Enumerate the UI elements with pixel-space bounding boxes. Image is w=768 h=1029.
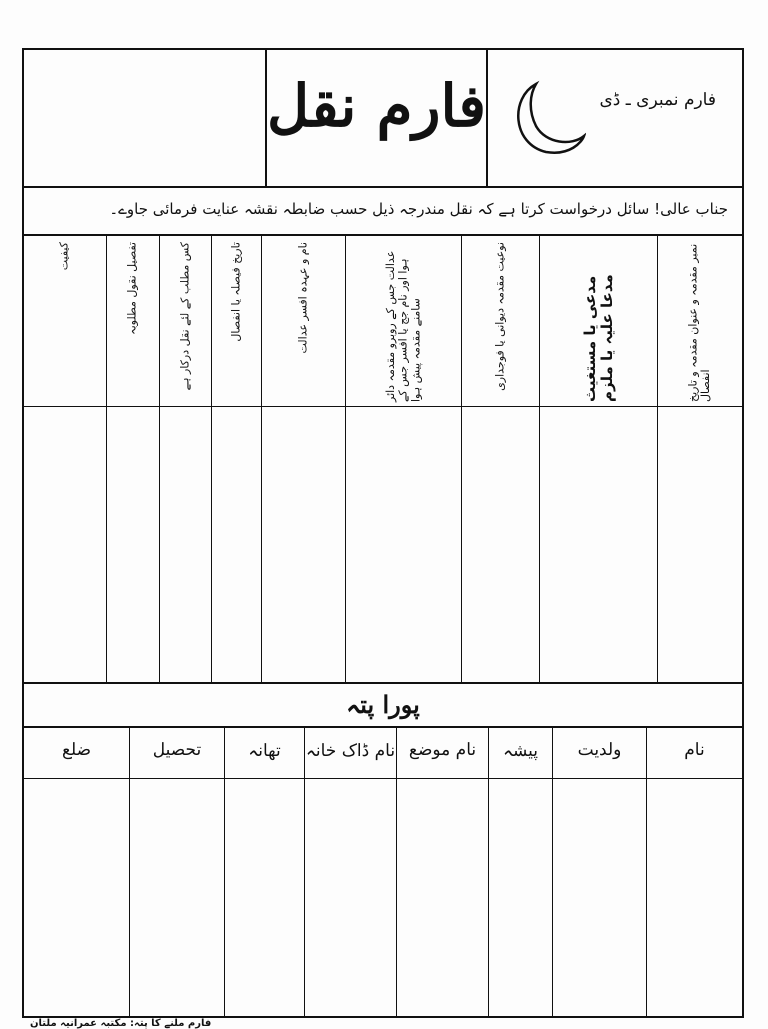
column-label: عدالت جس کے روبرو مقدمہ دائر ہوا اور نام جج یا افسر جس کے سامنے مقدمہ پیش ہوا <box>383 250 422 402</box>
column-court <box>345 236 461 682</box>
column-label: کیفیت <box>57 242 71 271</box>
column-label: تاریخ فیصلہ یا انفصال <box>229 242 243 342</box>
address-table <box>24 728 742 1018</box>
address-column-header <box>553 728 646 779</box>
address-column-header <box>24 728 129 779</box>
column-label: کس مطلب کے لئے نقل درکار ہے <box>178 242 192 391</box>
address-column-label: نام ڈاک خانہ <box>305 741 396 761</box>
column-parties <box>539 236 657 682</box>
form-sheet <box>22 48 744 1018</box>
address-column-occupation <box>488 728 552 1018</box>
column-label: نوعیت مقدمہ دیوانی یا فوجداری <box>493 242 507 391</box>
address-column-header <box>305 728 396 779</box>
address-column-header <box>489 728 552 779</box>
column-label: نمبر مقدمہ و عنوان مقدمہ و تاریخ انفصال <box>686 243 712 402</box>
address-column-label: نام <box>684 740 705 760</box>
address-column-post-office <box>304 728 396 1018</box>
address-column-district <box>24 728 129 1018</box>
address-column-header <box>225 728 304 779</box>
column-label: مدعی یا مستغیث مدعا علیہ یا ملزم <box>580 274 616 402</box>
address-title: پورا پتہ <box>346 690 420 719</box>
header-number-cell <box>488 50 742 186</box>
address-column-village <box>396 728 488 1018</box>
address-column-label: ضلع <box>61 740 92 760</box>
request-text: جناب عالی! سائل درخواست کرتا ہے کہ نقل مندرجہ ذیل حسب ضابطہ نقشہ عنایت فرمائی جاوے۔ <box>109 200 728 218</box>
header-title-cell <box>267 50 488 186</box>
column-case-type <box>461 236 539 682</box>
address-column-label: تحصیل <box>152 740 202 760</box>
request-line-row <box>24 186 742 236</box>
column-remarks <box>24 236 106 682</box>
address-column-label: پیشہ <box>503 741 538 761</box>
column-decision-date <box>211 236 261 682</box>
address-column-header <box>397 728 488 779</box>
form-title: فارم نقل <box>267 72 486 140</box>
details-table <box>24 236 742 684</box>
address-column-name <box>646 728 742 1018</box>
address-column-parentage <box>552 728 646 1018</box>
column-case-number <box>657 236 742 682</box>
crescent-icon <box>506 78 586 158</box>
form-header <box>24 50 742 188</box>
form-number: فارم نمبری ـ ڈی <box>599 90 716 110</box>
address-column-tehsil <box>129 728 224 1018</box>
address-title-row <box>24 684 742 728</box>
column-label: تفصیل نقول مطلوبہ <box>125 242 139 335</box>
column-purpose <box>159 236 211 682</box>
address-column-label: تھانہ <box>248 741 281 761</box>
address-column-label: نام موضع <box>408 740 477 760</box>
column-officer <box>261 236 345 682</box>
address-column-label: ولدیت <box>577 740 622 760</box>
column-copy-details <box>106 236 159 682</box>
address-column-header <box>647 728 742 779</box>
address-column-police-station <box>224 728 304 1018</box>
header-blank-cell <box>24 50 267 186</box>
column-label: نام و عہدہ افسر عدالت <box>296 242 310 354</box>
address-column-header <box>130 728 224 779</box>
footer-publisher: فارم ملنے کا پتہ: مکتبہ عمرانیہ ملتان <box>30 1018 212 1029</box>
